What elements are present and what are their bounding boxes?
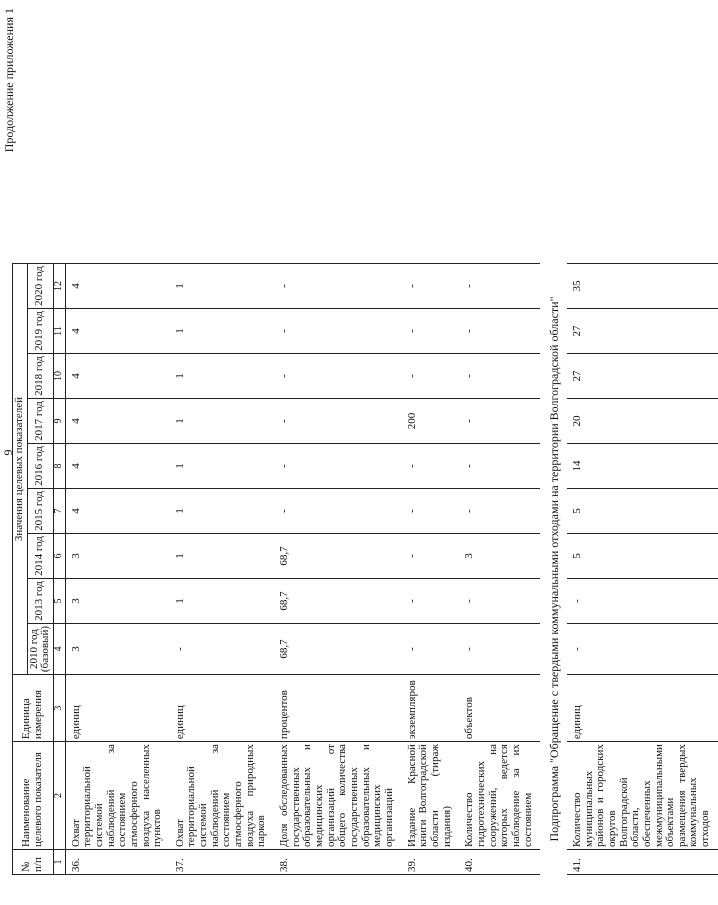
row-number: 41. — [567, 850, 718, 875]
value-cell: - — [459, 489, 540, 534]
value-cell: 5 — [567, 489, 718, 534]
continuation-label: Продолжение приложения 1 — [2, 8, 16, 153]
table-row — [65, 264, 170, 875]
value-cell: 68,7 — [274, 579, 402, 624]
table-row — [459, 264, 540, 875]
header-group: Значения целевых показателей — [13, 264, 28, 675]
value-cell: 200 — [402, 399, 460, 444]
value-cell: 1 — [170, 489, 274, 534]
value-cell: 1 — [170, 354, 274, 399]
value-cell: 3 — [65, 624, 170, 675]
row-number: 39. — [402, 850, 460, 875]
column-number: 7 — [53, 489, 65, 534]
table-row — [274, 264, 402, 875]
value-cell: - — [402, 624, 460, 675]
value-cell: 68,7 — [274, 624, 402, 675]
header-year: 2016 год — [27, 444, 53, 489]
indicator-name: Количество гидротехнических сооружений, на которых ведется наблюдение за их состоянием — [459, 742, 540, 850]
header-year: 2014 год — [27, 534, 53, 579]
header-name: Наименование целевого показателя — [13, 742, 54, 850]
unit-cell: экземпляров — [402, 675, 460, 742]
value-cell: 3 — [65, 579, 170, 624]
unit-cell: единиц — [65, 675, 170, 742]
unit-cell: единиц — [170, 675, 274, 742]
value-cell: - — [402, 489, 460, 534]
page-number: 9 — [1, 449, 15, 456]
value-cell: - — [459, 444, 540, 489]
value-cell: - — [402, 354, 460, 399]
value-cell: - — [459, 399, 540, 444]
column-number: 2 — [53, 742, 65, 850]
value-cell: - — [459, 264, 540, 309]
column-number: 1 — [53, 850, 65, 875]
value-cell: 20 — [567, 399, 718, 444]
indicator-name: Количество муниципальных районов и городских округов Волгоградской области, обеспеченных межмуниципальными объектами размещения твердых коммунальных отходов — [567, 742, 718, 850]
value-cell: - — [402, 579, 460, 624]
value-cell: - — [459, 354, 540, 399]
header-year: 2019 год — [27, 309, 53, 354]
subprogram-title: Подпрограмма "Обращение с твердыми коммунальными отходами на территории Волгоградской области" — [547, 296, 562, 842]
column-number: 4 — [53, 624, 65, 675]
indicator-name: Охват территориальной системой наблюдений за состоянием атмосферного воздуха природных парков — [170, 742, 274, 850]
column-number: 9 — [53, 399, 65, 444]
column-number: 3 — [53, 675, 65, 742]
value-cell: 4 — [65, 309, 170, 354]
value-cell: - — [402, 264, 460, 309]
value-cell: - — [402, 444, 460, 489]
column-number: 10 — [53, 354, 65, 399]
value-cell: - — [567, 579, 718, 624]
value-cell: 5 — [567, 534, 718, 579]
header-year: 2010 год (базовый) — [27, 624, 53, 675]
value-cell: 1 — [170, 309, 274, 354]
column-number: 5 — [53, 579, 65, 624]
value-cell: 27 — [567, 354, 718, 399]
value-cell: - — [274, 444, 402, 489]
value-cell: 68,7 — [274, 534, 402, 579]
column-number: 8 — [53, 444, 65, 489]
subprogram-row — [540, 264, 567, 875]
value-cell: 1 — [170, 534, 274, 579]
value-cell: 3 — [65, 534, 170, 579]
row-number: 38. — [274, 850, 402, 875]
value-cell: 27 — [567, 309, 718, 354]
row-number: 36. — [65, 850, 170, 875]
value-cell: 3 — [459, 534, 540, 579]
value-cell: - — [274, 354, 402, 399]
value-cell: 4 — [65, 489, 170, 534]
value-cell: - — [274, 399, 402, 444]
value-cell: 1 — [170, 579, 274, 624]
value-cell: 4 — [65, 264, 170, 309]
header-year: 2013 год — [27, 579, 53, 624]
value-cell: 35 — [567, 264, 718, 309]
value-cell: - — [402, 534, 460, 579]
value-cell: - — [402, 309, 460, 354]
value-cell: 4 — [65, 444, 170, 489]
value-cell: 1 — [170, 444, 274, 489]
value-cell: - — [274, 489, 402, 534]
value-cell: 4 — [65, 354, 170, 399]
value-cell: - — [170, 624, 274, 675]
header-year: 2017 год — [27, 399, 53, 444]
header-year: 2018 год — [27, 354, 53, 399]
header-num: № п/п — [13, 850, 54, 875]
value-cell: - — [274, 309, 402, 354]
value-cell: 1 — [170, 399, 274, 444]
column-numbers-row — [53, 264, 65, 875]
table-row — [402, 264, 460, 875]
unit-cell: единиц — [567, 675, 718, 742]
column-number: 12 — [53, 264, 65, 309]
value-cell: - — [567, 624, 718, 675]
unit-cell: объектов — [459, 675, 540, 742]
header-year: 2015 год — [27, 489, 53, 534]
table-body — [53, 264, 717, 875]
header-unit: Единица измерения — [13, 675, 54, 742]
value-cell: - — [274, 264, 402, 309]
value-cell: 14 — [567, 444, 718, 489]
table-row — [567, 264, 718, 875]
value-cell: - — [459, 579, 540, 624]
value-cell: 1 — [170, 264, 274, 309]
column-number: 6 — [53, 534, 65, 579]
row-number: 40. — [459, 850, 540, 875]
unit-cell: процентов — [274, 675, 402, 742]
header-year: 2020 год — [27, 264, 53, 309]
indicator-name: Охват территориальной системой наблюдений за состоянием атмосферного воздуха населенных пунктов — [65, 742, 170, 850]
row-number: 37. — [170, 850, 274, 875]
value-cell: - — [459, 309, 540, 354]
value-cell: 4 — [65, 399, 170, 444]
column-number: 11 — [53, 309, 65, 354]
table-row — [170, 264, 274, 875]
indicator-name: Доля обследованных государственных образовательных и медицинских организаций от общего количества государственных образовательных и медицинских организаций — [274, 742, 402, 850]
value-cell: - — [459, 624, 540, 675]
indicator-name: Издание Красной книги Волгоградской области (тираж издания) — [402, 742, 460, 850]
indicators-table — [12, 263, 718, 875]
